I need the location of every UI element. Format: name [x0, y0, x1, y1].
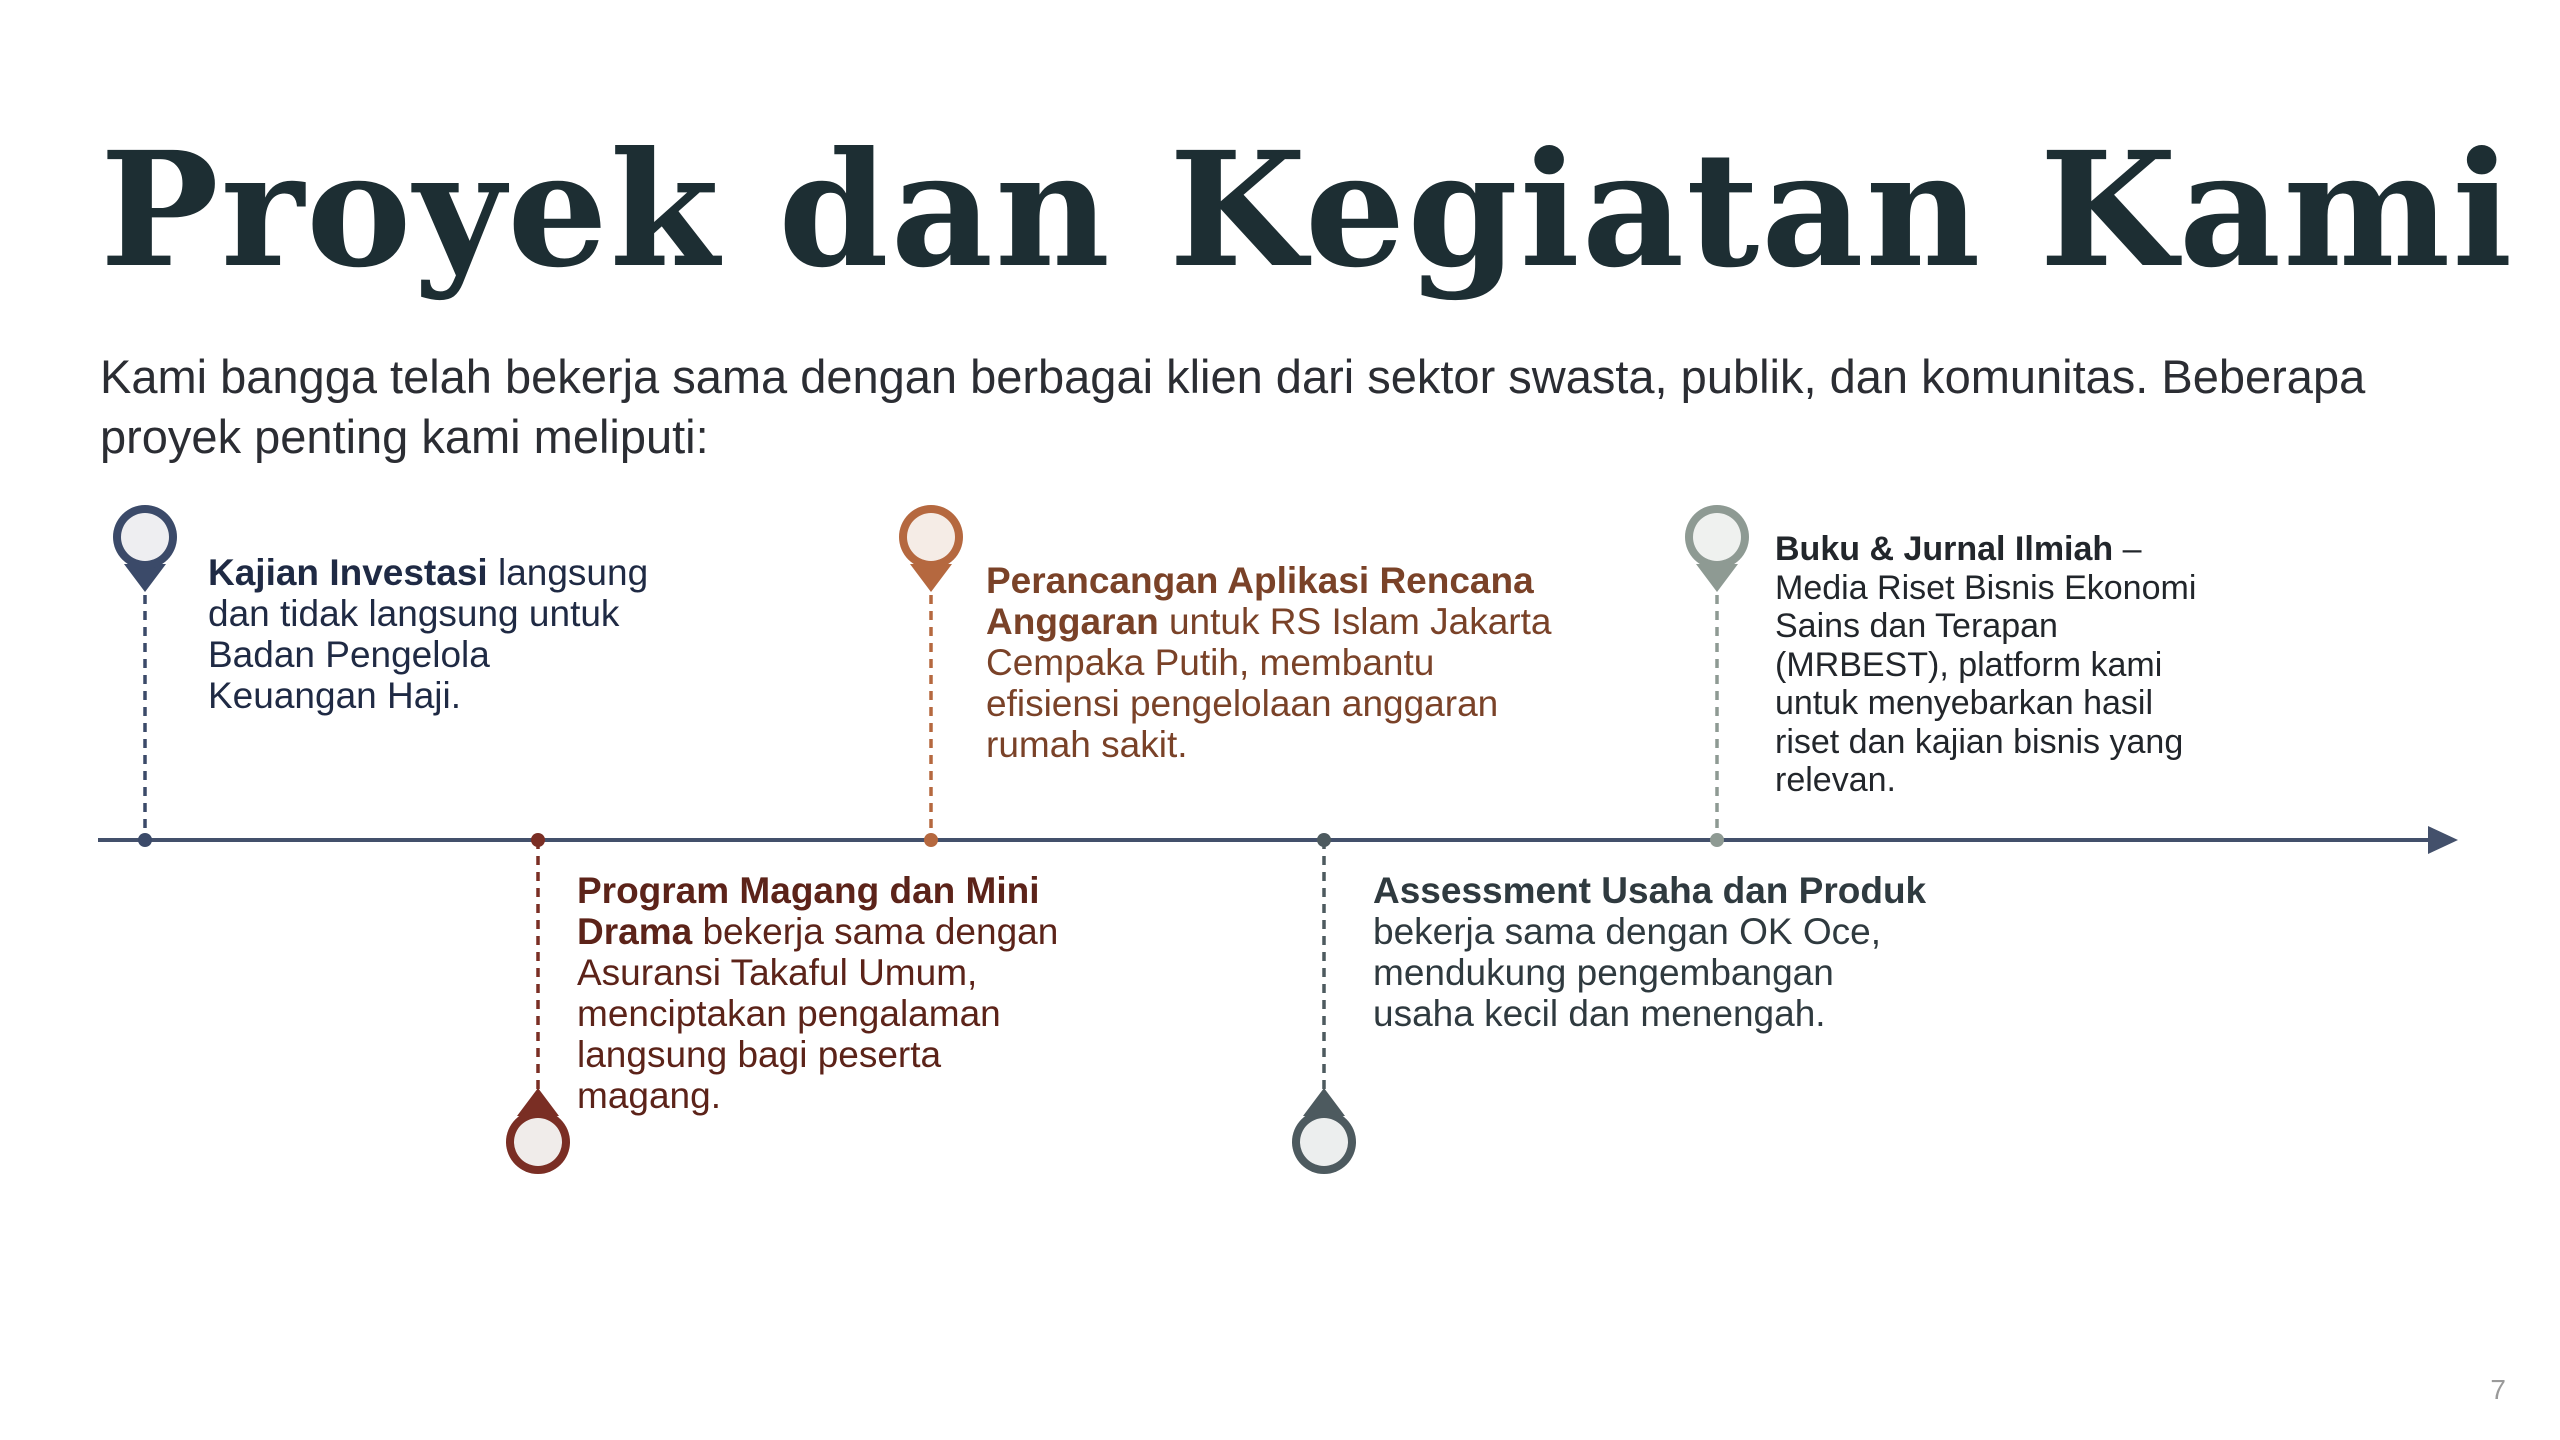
milestone-2-pin-inner	[514, 1118, 562, 1166]
milestone-5-text: – Media Riset Bisnis Ekonomi Sains dan Terapan (MRBEST), platform kami untuk menyebarkan hasil riset dan kajian bisnis yang relevan.	[1775, 530, 2197, 799]
milestone-4-heading: Assessment Usaha dan Produk	[1373, 870, 1927, 911]
milestone-1-pin-inner	[121, 513, 169, 561]
milestone-2-marker	[506, 833, 570, 1174]
milestone-5-marker	[1685, 505, 1749, 847]
milestone-2-dot	[531, 833, 545, 847]
milestone-3-marker	[899, 505, 963, 847]
milestone-2-text: bekerja sama dengan Asuransi Takaful Umum, menciptakan pengalaman langsung bagi peserta magang.	[577, 911, 1059, 1116]
milestone-3-dot	[924, 833, 938, 847]
milestone-1-heading: Kajian Investasi	[208, 552, 488, 593]
milestone-3-description	[986, 560, 1556, 765]
milestone-4-pin-inner	[1300, 1118, 1348, 1166]
arrow-right-icon	[2428, 826, 2458, 854]
milestone-5-pin-inner	[1693, 513, 1741, 561]
milestone-5-heading: Buku & Jurnal Ilmiah	[1775, 530, 2114, 568]
milestone-4-description	[1373, 870, 1933, 1034]
milestone-4-dot	[1317, 833, 1331, 847]
milestone-1-marker	[113, 505, 177, 847]
milestone-1-description	[208, 552, 668, 716]
milestone-3-text: untuk RS Islam Jakarta Cempaka Putih, membantu efisiensi pengelolaan anggaran rumah sakit.	[986, 601, 1552, 765]
page-subtitle: Kami bangga telah bekerja sama dengan berbagai klien dari sektor swasta, publik, dan komunitas. Beberapa proyek penting kami meliputi:	[100, 350, 2366, 463]
milestone-4-marker	[1292, 833, 1356, 1174]
milestone-3-heading: Perancangan Aplikasi Rencana Anggaran	[986, 560, 1534, 642]
milestone-3-pin-inner	[907, 513, 955, 561]
milestone-5-description	[1775, 530, 2225, 800]
page-title: Proyek dan Kegiatan Kami	[100, 118, 2515, 303]
milestone-1-dot	[138, 833, 152, 847]
milestone-2-heading: Program Magang dan Mini Drama	[577, 870, 1040, 952]
milestone-1-text: langsung dan tidak langsung untuk Badan Pengelola Keuangan Haji.	[208, 552, 649, 716]
milestone-5-dot	[1710, 833, 1724, 847]
milestone-2-description	[577, 870, 1077, 1116]
page-number: 7	[2490, 1374, 2506, 1405]
milestone-4-text: bekerja sama dengan OK Oce, mendukung pengembangan usaha kecil dan menengah.	[1373, 911, 1882, 1034]
